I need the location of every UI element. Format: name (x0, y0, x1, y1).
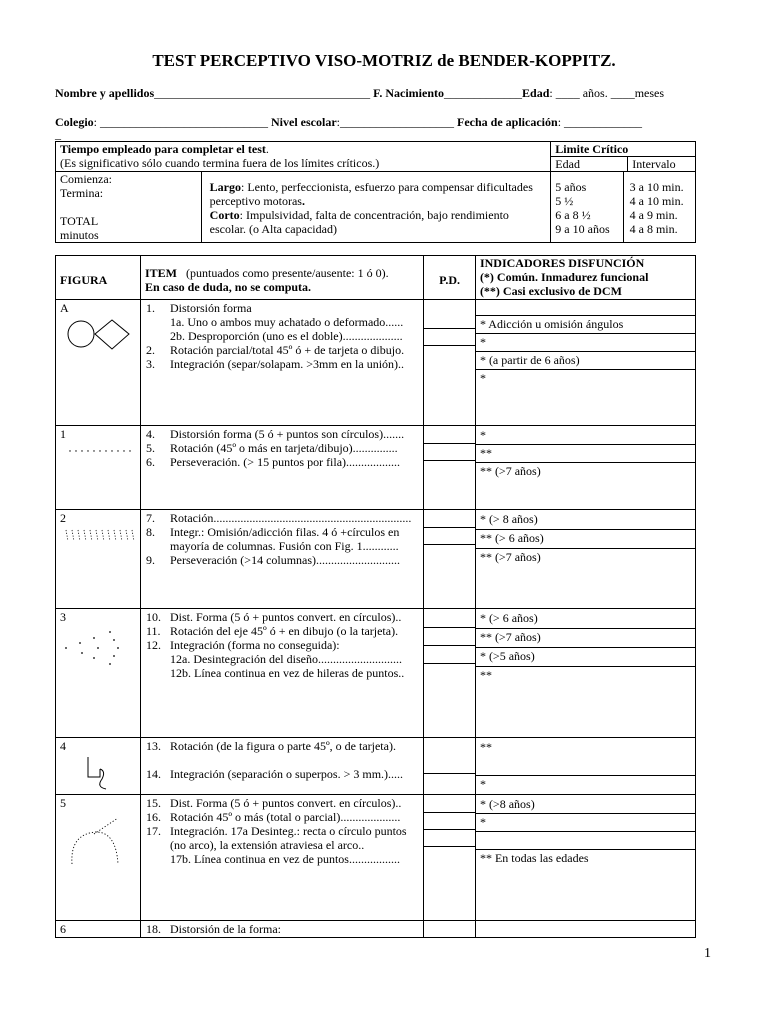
interval-row: 4 a 10 min. (629, 194, 684, 208)
intervalo-header: Intervalo (632, 157, 676, 171)
pd-header: P.D. (424, 256, 476, 300)
item-text: Rotación del eje 45º ó + en dibujo (o la tarjeta). (170, 624, 399, 638)
figure-row-2 (56, 510, 696, 609)
figure-3-drawing (60, 626, 126, 666)
edad-header: Edad (551, 157, 628, 171)
figure-cell (56, 426, 141, 510)
largo-label: Largo (209, 180, 242, 194)
items-cell (141, 300, 424, 426)
indicadores-line-2: (*) Común. Inmadurez funcional (479, 270, 649, 284)
item-text: Integración. 17a Desinteg.: recta o círculo puntos (no arco), la extensión atraviesa el arco.. (170, 824, 407, 852)
figure-cell (56, 300, 141, 426)
ages-cell (551, 172, 623, 243)
item-row (146, 511, 419, 525)
figure-row-1 (56, 426, 696, 510)
tiempo-note: (Es significativo sólo cuando termina fuera de los límites críticos.) (60, 156, 380, 170)
edad-blank[interactable]: : ____ años. ____meses (549, 86, 665, 100)
items-table (55, 255, 696, 938)
pd-input[interactable] (424, 812, 475, 829)
colegio-label: Colegio (55, 115, 94, 129)
item-number: 16. (146, 810, 161, 824)
corto-text: : Impulsividad, falta de concentración, bajo rendimiento escolar. (o Alta capacidad) (209, 208, 509, 236)
item-number: 11. (146, 624, 161, 638)
indicator: * (476, 813, 695, 831)
nombre-blank[interactable]: ____________________________________ (154, 86, 371, 100)
item-number: 18. (146, 922, 161, 936)
item-text: Perseveración. (> 15 puntos por fila).................. (170, 455, 401, 469)
pd-cell[interactable] (424, 795, 476, 921)
item-row (146, 427, 419, 441)
pd-input[interactable] (424, 627, 475, 645)
figure-label: 1 (60, 427, 66, 441)
tiempo-header-cell (56, 142, 551, 172)
indicator: ** En todas las edades (476, 849, 695, 867)
indicator: ** (>7 años) (476, 548, 695, 566)
figure-label: A (60, 301, 69, 315)
indicator: ** (476, 444, 695, 462)
item-header-bold-note: En caso de duda, no se computa. (145, 280, 312, 294)
item-number: 2. (146, 343, 155, 357)
items-cell (141, 609, 424, 738)
figure-row-3 (56, 609, 696, 738)
indicators-cell (475, 426, 695, 510)
item-text: Rotación parcial/total 45º ó + de tarjeta o dibujo. (170, 343, 405, 357)
fecha-blank[interactable]: : _____________ (557, 115, 643, 129)
interval-row: 3 a 10 min. (629, 180, 684, 194)
pd-input[interactable] (424, 328, 475, 345)
interval-row: 4 a 8 min. (629, 222, 678, 236)
item-text: Distorsión forma (170, 301, 252, 315)
indicator: ** (>7 años) (476, 628, 695, 647)
indicator: * Adicción u omisión ángulos (476, 315, 695, 333)
indicator: * (476, 333, 695, 351)
figure-cell (56, 795, 141, 921)
items-cell (141, 738, 424, 795)
item-text: Rotación 45º o más (total o parcial).................... (170, 810, 401, 824)
item-text: 17b. Línea continua en vez de puntos................. (170, 852, 400, 866)
pd-input[interactable] (424, 427, 475, 443)
tiempo-title: Tiempo empleado para completar el test (60, 142, 266, 156)
items-cell (141, 921, 424, 938)
item-row (146, 767, 419, 781)
indicadores-header (475, 256, 695, 300)
indicator (476, 301, 695, 315)
item-number: 13. (146, 739, 161, 753)
item-number: 10. (146, 610, 161, 624)
pd-input[interactable] (424, 511, 475, 527)
time-table (55, 141, 696, 243)
item-text: Integración (separación o superpos. > 3 mm.)..... (170, 767, 404, 781)
item-row (146, 441, 419, 455)
nivel-label: Nivel escolar (271, 115, 337, 129)
figure-label: 2 (60, 511, 66, 525)
minutos-label: minutos (60, 228, 99, 242)
item-row (146, 824, 419, 852)
item-row (146, 610, 419, 624)
nivel-blank[interactable]: :___________________ (336, 115, 455, 129)
item-number: 3. (146, 357, 155, 371)
figure-4-drawing (60, 755, 120, 791)
pd-input[interactable] (424, 829, 475, 846)
pd-input[interactable] (424, 610, 475, 627)
item-row (146, 810, 419, 824)
item-header (141, 256, 424, 300)
indicator: * (> 8 años) (479, 512, 538, 526)
indicator: ** (> 6 años) (476, 529, 695, 548)
pd-input[interactable] (424, 345, 475, 362)
item-number: 15. (146, 796, 161, 810)
item-header-note: (puntuados como presente/ausente: 1 ó 0). (186, 266, 389, 280)
figure-row-a (56, 300, 696, 426)
item-text: Integración (separ/solapam. >3mm en la unión).. (170, 357, 405, 371)
item-header-label: ITEM (145, 266, 178, 280)
item-row (146, 666, 419, 680)
indicators-cell (475, 795, 695, 921)
item-number: 6. (146, 455, 155, 469)
pd-cell[interactable] (424, 510, 476, 609)
item-row (146, 852, 419, 866)
items-cell (141, 510, 424, 609)
indicator: * (a partir de 6 años) (476, 351, 695, 369)
item-row (146, 796, 419, 810)
indicators-cell (475, 300, 695, 426)
pd-input[interactable] (424, 663, 475, 680)
indicadores-line-1: INDICADORES DISFUNCIÓN (479, 256, 645, 270)
item-number: 1. (146, 301, 155, 315)
largo-dot: . (301, 194, 305, 208)
figure-row-6 (56, 921, 696, 938)
pd-input[interactable] (424, 739, 475, 773)
item-row (146, 624, 419, 638)
indicators-cell (475, 609, 695, 738)
figure-label: 5 (60, 796, 66, 810)
figure-cell (56, 921, 141, 938)
item-row (146, 652, 419, 666)
figure-label: 3 (60, 610, 66, 624)
indicator: * (>5 años) (476, 647, 695, 666)
item-text: Rotación.................................................................. (170, 511, 412, 525)
pd-input[interactable] (424, 301, 475, 328)
item-text: 12b. Línea continua en vez de hileras de puntos.. (170, 666, 405, 680)
indicators-cell (475, 921, 695, 938)
header-line-2-trailing: _ (55, 127, 61, 141)
intervals-cell (623, 172, 695, 243)
largo-corto-cell (201, 172, 551, 243)
nombre-label: Nombre y apellidos (55, 86, 155, 100)
item-number: 14. (146, 767, 161, 781)
nacimiento-label: F. Nacimiento (373, 86, 445, 100)
figure-row-4 (56, 738, 696, 795)
item-text: 1a. Uno o ambos muy achatado o deformado...... (170, 315, 404, 329)
indicators-cell (475, 510, 695, 609)
page-number: 1 (704, 946, 711, 961)
item-row (146, 357, 419, 371)
pd-input[interactable] (424, 544, 475, 561)
item-row (146, 739, 419, 753)
pd-input[interactable] (424, 773, 475, 790)
indicator: ** (476, 666, 695, 684)
item-number: 8. (146, 525, 155, 539)
item-text: Rotación (45º o más en tarjeta/dibujo)............... (170, 441, 398, 455)
figure-5-drawing (60, 812, 130, 868)
colegio-blank[interactable]: : ____________________________ (93, 115, 269, 129)
item-number: 9. (146, 553, 155, 567)
items-cell (141, 795, 424, 921)
age-row: 5 años (555, 180, 587, 194)
item-text: Integración (forma no conseguida): (170, 638, 340, 652)
item-row (146, 922, 419, 936)
figure-label: 4 (60, 739, 66, 753)
item-row (146, 525, 419, 553)
figure-1-drawing (60, 443, 132, 457)
indicator: * (>8 años) (479, 797, 535, 811)
indicator: ** (479, 740, 492, 754)
indicator: * (> 6 años) (479, 611, 538, 625)
time-inputs-cell (56, 172, 202, 243)
tiempo-dot: . (265, 142, 269, 156)
pd-cell[interactable] (424, 738, 476, 795)
corto-label: Corto (209, 208, 240, 222)
pd-cell[interactable] (424, 609, 476, 738)
pd-input[interactable] (424, 460, 475, 477)
total-label[interactable]: TOTAL (60, 214, 99, 228)
pd-input[interactable] (424, 527, 475, 544)
pd-cell[interactable] (424, 921, 476, 938)
nacimiento-blank[interactable]: _____________ (444, 86, 523, 100)
item-text: Distorsión forma (5 ó + puntos son círculos)....... (170, 427, 405, 441)
indicators-cell (475, 738, 695, 795)
item-text: Perseveración (>14 columnas)............................ (170, 553, 401, 567)
item-row (146, 553, 419, 567)
pd-input[interactable] (424, 846, 475, 863)
comienza-label[interactable]: Comienza: (60, 172, 112, 186)
header-line-2 (55, 115, 642, 130)
item-text: 12a. Desintegración del diseño............................ (170, 652, 402, 666)
figure-cell (56, 738, 141, 795)
figure-a-drawing (60, 317, 130, 353)
header-line-1 (55, 86, 664, 101)
limite-header-cell (551, 142, 696, 172)
termina-label[interactable]: Termina: (60, 186, 104, 200)
indicadores-line-3: (**) Casi exclusivo de DCM (479, 284, 622, 298)
indicator: ** (>7 años) (476, 462, 695, 480)
item-number: 12. (146, 638, 161, 652)
age-row: 6 a 8 ½ (555, 208, 591, 222)
item-number: 5. (146, 441, 155, 455)
indicator: * (476, 775, 695, 793)
pd-input[interactable] (424, 796, 475, 812)
item-row (146, 315, 419, 329)
items-cell (141, 426, 424, 510)
interval-row: 4 a 9 min. (629, 208, 678, 222)
item-text: 2b. Desproporción (uno es el doble).................... (170, 329, 403, 343)
largo-text: : Lento, perfeccionista, esfuerzo para compensar dificultades perceptivo motoras (209, 180, 533, 208)
pd-input[interactable] (424, 443, 475, 460)
figure-row-5 (56, 795, 696, 921)
item-text: Dist. Forma (5 ó + puntos convert. en círculos).. (170, 610, 402, 624)
age-row: 9 a 10 años (555, 222, 610, 236)
pd-cell[interactable] (424, 426, 476, 510)
fecha-label: Fecha de aplicación (457, 115, 558, 129)
item-row (146, 329, 419, 343)
age-row: 5 ½ (555, 194, 574, 208)
figure-cell (56, 510, 141, 609)
item-row (146, 343, 419, 357)
item-number: 7. (146, 511, 155, 525)
item-number: 17. (146, 824, 161, 838)
item-row (146, 301, 419, 315)
item-number: 4. (146, 427, 155, 441)
indicator: * (476, 369, 695, 387)
item-row (146, 638, 419, 652)
item-text: Rotación (de la figura o parte 45º, o de tarjeta). (170, 739, 396, 753)
figure-label: 6 (60, 922, 66, 936)
pd-input[interactable] (424, 645, 475, 663)
document-title: TEST PERCEPTIVO VISO-MOTRIZ de BENDER-KOPPITZ. (152, 51, 616, 70)
pd-cell[interactable] (424, 300, 476, 426)
figure-2-drawing (60, 527, 136, 543)
item-text: Integr.: Omisión/adicción filas. 4 ó +círculos en mayoría de columnas. Fusión con Fig. 1............ (170, 525, 400, 553)
figura-header: FIGURA (56, 256, 141, 300)
indicator (476, 831, 695, 849)
figure-cell (56, 609, 141, 738)
item-text: Dist. Forma (5 ó + puntos convert. en círculos).. (170, 796, 402, 810)
item-row (146, 455, 419, 469)
edad-label: Edad (522, 86, 550, 100)
limite-header: Limite Crítico (551, 142, 695, 157)
indicator: * (479, 428, 486, 442)
item-text: Distorsión de la forma: (170, 922, 281, 936)
